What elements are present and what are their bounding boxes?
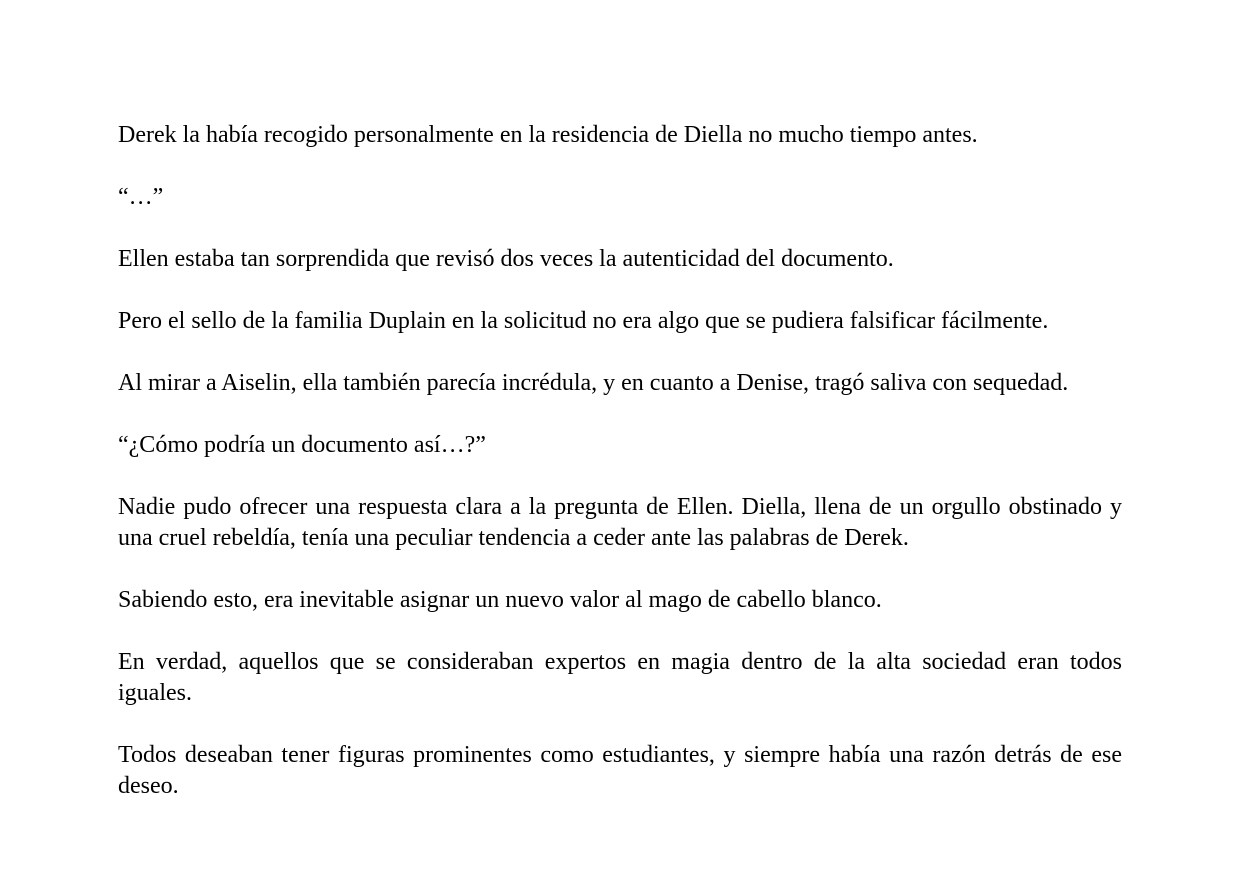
paragraph: Derek la había recogido personalmente en la residencia de Diella no mucho tiempo antes. [118,122,978,148]
paragraph: Sabiendo esto, era inevitable asignar un nuevo valor al mago de cabello blanco. [118,587,882,613]
paragraph: Todos deseaban tener figuras prominentes como estudiantes, y siempre había una razón detrás de ese deseo. [118,742,1122,799]
paragraph: “…” [118,184,164,210]
paragraph: En verdad, aquellos que se consideraban expertos en magia dentro de la alta sociedad eran todos iguales. [118,649,1122,706]
paragraph: “¿Cómo podría un documento así…?” [118,432,486,458]
paragraph: Ellen estaba tan sorprendida que revisó dos veces la autenticidad del documento. [118,246,894,272]
document-body [118,120,1122,833]
paragraph: Al mirar a Aiselin, ella también parecía incrédula, y en cuanto a Denise, tragó saliva con sequedad. [118,370,1069,396]
paragraph: Nadie pudo ofrecer una respuesta clara a la pregunta de Ellen. Diella, llena de un orgullo obstinado y una cruel rebeldía, tenía una peculiar tendencia a ceder ante las palabras de Derek. [118,494,1122,551]
paragraph: Pero el sello de la familia Duplain en la solicitud no era algo que se pudiera falsificar fácilmente. [118,308,1049,334]
